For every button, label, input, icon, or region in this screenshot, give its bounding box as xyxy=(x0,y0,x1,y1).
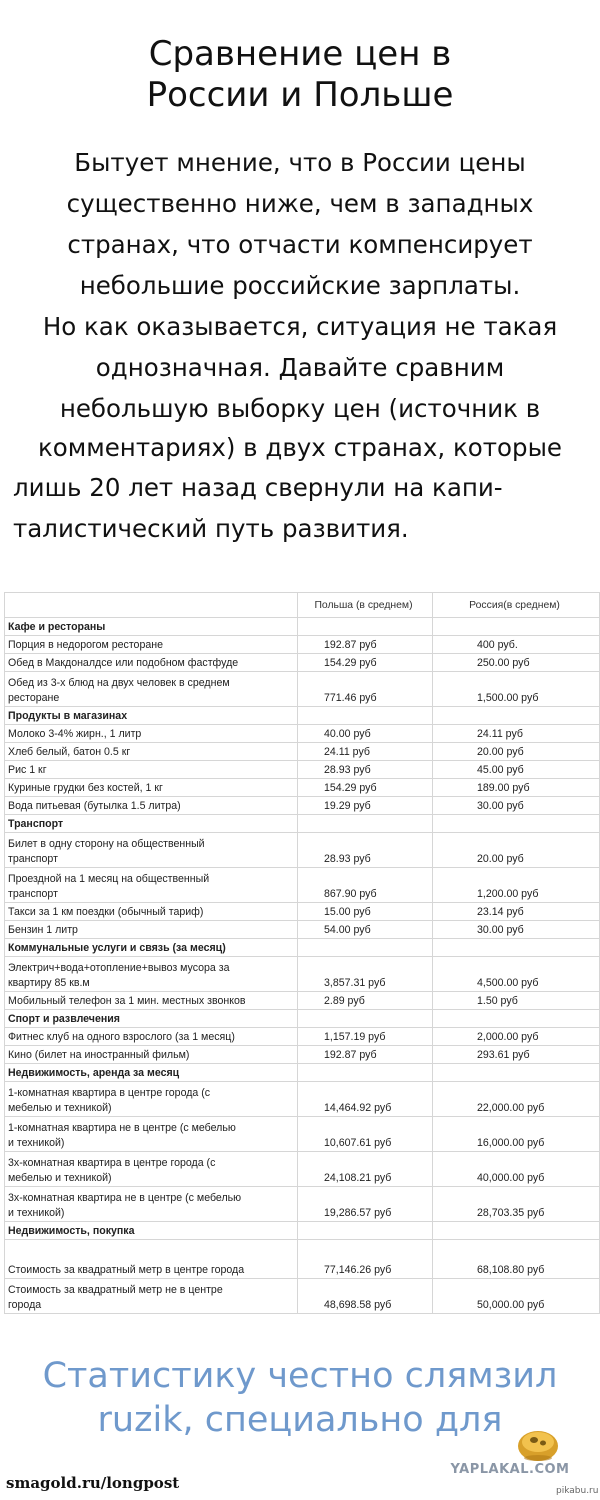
table-row xyxy=(5,833,600,868)
item-label: Электрич+вода+отопление+вывоз мусора за xyxy=(8,962,230,974)
table-header-row xyxy=(5,593,600,618)
table-row xyxy=(5,868,600,903)
table-row xyxy=(5,743,600,761)
item-label: Стоимость за квадратный метр в центре города xyxy=(8,1264,245,1276)
intro-line: странах, что отчасти компенсирует xyxy=(67,230,533,259)
item-label-continued: мебелью и техникой) xyxy=(8,1172,112,1184)
item-label: Обед из 3-х блюд на двух человек в среднем xyxy=(8,677,230,689)
item-label: Кафе и рестораны xyxy=(8,621,106,633)
item-label: Продукты в магазинах xyxy=(8,710,128,722)
item-label-cell xyxy=(5,992,298,1010)
item-label-cell xyxy=(5,903,298,921)
item-label-cell xyxy=(5,1117,298,1152)
russia-price-cell: 293.61 руб xyxy=(433,1046,600,1064)
table-row xyxy=(5,725,600,743)
item-label-continued: мебелью и техникой) xyxy=(8,1102,112,1114)
item-label-cell xyxy=(5,779,298,797)
credit-line-1: Статистику честно слямзил xyxy=(42,1356,558,1396)
russia-price-cell: 2,000.00 руб xyxy=(433,1028,600,1046)
russia-price-cell: 1.50 руб xyxy=(433,992,600,1010)
poland-price-cell xyxy=(298,1222,433,1240)
table-row xyxy=(5,636,600,654)
russia-price-cell: 20.00 руб xyxy=(433,833,600,868)
item-label-cell xyxy=(5,725,298,743)
item-label: Такси за 1 км поездки (обычный тариф) xyxy=(8,906,204,918)
item-label-cell xyxy=(5,833,298,868)
item-label-cell xyxy=(5,1279,298,1314)
item-label: Коммунальные услуги и связь (за месяц) xyxy=(8,942,226,954)
russia-price-cell: 30.00 руб xyxy=(433,921,600,939)
russia-price-cell: 30.00 руб xyxy=(433,797,600,815)
item-label-continued: города xyxy=(8,1299,42,1311)
item-label-continued: транспорт xyxy=(8,888,58,900)
price-table xyxy=(4,592,600,1314)
poland-price-cell: 77,146.26 руб xyxy=(298,1240,433,1279)
item-label: 1-комнатная квартира в центре города (с xyxy=(8,1087,211,1099)
poland-price-cell: 48,698.58 руб xyxy=(298,1279,433,1314)
item-label: Фитнес клуб на одного взрослого (за 1 месяц) xyxy=(8,1031,235,1043)
table-row xyxy=(5,1152,600,1187)
table-row xyxy=(5,761,600,779)
item-label: Стоимость за квадратный метр не в центре xyxy=(8,1284,223,1296)
poland-price-cell xyxy=(298,815,433,833)
intro-line: Но как оказывается, ситуация не такая xyxy=(42,312,558,341)
intro-line: небольшие российские зарплаты. xyxy=(79,271,521,300)
item-label-cell xyxy=(5,1152,298,1187)
item-label-cell xyxy=(5,1028,298,1046)
poland-price-cell: 192.87 руб xyxy=(298,1046,433,1064)
item-label: Бензин 1 литр xyxy=(8,924,78,936)
header-cell-russia: Россия(в среднем) xyxy=(433,593,600,618)
intro-line: Бытует мнение, что в России цены xyxy=(74,148,526,177)
item-label-cell xyxy=(5,957,298,992)
section-title-cell xyxy=(5,1222,298,1240)
page-title xyxy=(0,34,600,116)
section-title-cell xyxy=(5,1064,298,1082)
yaplakal-logo-text: YAPLAKAL.COM xyxy=(450,1462,570,1477)
item-label: Хлеб белый, батон 0.5 кг xyxy=(8,746,131,758)
russia-price-cell: 40,000.00 руб xyxy=(433,1152,600,1187)
poland-price-cell: 192.87 руб xyxy=(298,636,433,654)
russia-price-cell: 23.14 руб xyxy=(433,903,600,921)
poland-price-cell xyxy=(298,939,433,957)
russia-price-cell: 50,000.00 руб xyxy=(433,1279,600,1314)
poland-price-cell: 54.00 руб xyxy=(298,921,433,939)
intro-line: однозначная. Давайте сравним xyxy=(95,353,505,382)
title-line-1: Сравнение цен в xyxy=(148,34,452,74)
item-label: Рис 1 кг xyxy=(8,764,47,776)
item-label: Куриные грудки без костей, 1 кг xyxy=(8,782,163,794)
item-label: Вода питьевая (бутылка 1.5 литра) xyxy=(8,800,181,812)
intro-line: талистический путь развития. xyxy=(13,514,409,543)
credit-line-2: ruzik, специально для xyxy=(97,1400,503,1440)
table-row xyxy=(5,921,600,939)
russia-price-cell: 68,108.80 руб xyxy=(433,1240,600,1279)
russia-price-cell xyxy=(433,815,600,833)
item-label: Недвижимость, аренда за месяц xyxy=(8,1067,180,1079)
item-label: Спорт и развлечения xyxy=(8,1013,120,1025)
poland-price-cell: 1,157.19 руб xyxy=(298,1028,433,1046)
pikabu-watermark: pikabu.ru xyxy=(556,1486,599,1496)
item-label: Недвижимость, покупка xyxy=(8,1225,135,1237)
item-label: Кино (билет на иностранный фильм) xyxy=(8,1049,190,1061)
item-label: 3х-комнатная квартира в центре города (с xyxy=(8,1157,216,1169)
item-label-continued: ресторане xyxy=(8,692,60,704)
poland-price-cell: 10,607.61 руб xyxy=(298,1117,433,1152)
item-label-continued: и техникой) xyxy=(8,1207,65,1219)
russia-price-cell xyxy=(433,707,600,725)
section-title-cell xyxy=(5,707,298,725)
table-section-row xyxy=(5,815,600,833)
poland-price-cell: 19,286.57 руб xyxy=(298,1187,433,1222)
table-section-row xyxy=(5,1222,600,1240)
russia-price-cell xyxy=(433,1222,600,1240)
table-row xyxy=(5,903,600,921)
table-row xyxy=(5,1117,600,1152)
source-link[interactable]: smagold.ru/longpost xyxy=(6,1474,180,1492)
poland-price-cell: 154.29 руб xyxy=(298,654,433,672)
russia-price-cell: 24.11 руб xyxy=(433,725,600,743)
poland-price-cell: 15.00 руб xyxy=(298,903,433,921)
russia-price-cell: 22,000.00 руб xyxy=(433,1082,600,1117)
table-row xyxy=(5,1028,600,1046)
russia-price-cell xyxy=(433,1010,600,1028)
table-row xyxy=(5,1046,600,1064)
table-row xyxy=(5,1240,600,1279)
section-title-cell xyxy=(5,815,298,833)
item-label-continued: и техникой) xyxy=(8,1137,65,1149)
intro-line: небольшую выборку цен (источник в xyxy=(59,394,541,423)
item-label-cell xyxy=(5,672,298,707)
table-section-row xyxy=(5,939,600,957)
section-title-cell xyxy=(5,1010,298,1028)
russia-price-cell xyxy=(433,1064,600,1082)
poland-price-cell xyxy=(298,1064,433,1082)
poland-price-cell: 3,857.31 руб xyxy=(298,957,433,992)
table-row xyxy=(5,797,600,815)
table-row xyxy=(5,1187,600,1222)
intro-line: комментариях) в двух странах, которые xyxy=(37,433,562,462)
item-label-cell xyxy=(5,1187,298,1222)
item-label: Проездной на 1 месяц на общественный xyxy=(8,873,210,885)
item-label-cell xyxy=(5,761,298,779)
russia-price-cell: 1,200.00 руб xyxy=(433,868,600,903)
poland-price-cell: 2.89 руб xyxy=(298,992,433,1010)
poland-price-cell xyxy=(298,707,433,725)
item-label: Обед в Макдоналдсе или подобном фастфуде xyxy=(8,657,239,669)
table-row xyxy=(5,654,600,672)
intro-line: лишь 20 лет назад свернули на капи- xyxy=(13,473,503,502)
item-label: 1-комнатная квартира не в центре (с мебелью xyxy=(8,1122,236,1134)
table-row xyxy=(5,1082,600,1117)
item-label: 3х-комнатная квартира не в центре (с мебелью xyxy=(8,1192,242,1204)
table-section-row xyxy=(5,1010,600,1028)
item-label-continued: транспорт xyxy=(8,853,58,865)
title-line-2: России и Польше xyxy=(146,75,454,115)
poland-price-cell: 28.93 руб xyxy=(298,833,433,868)
item-label: Билет в одну сторону на общественный xyxy=(8,838,205,850)
table-row xyxy=(5,957,600,992)
table-section-row xyxy=(5,618,600,636)
item-label: Мобильный телефон за 1 мин. местных звонков xyxy=(8,995,246,1007)
header-cell-label xyxy=(5,593,298,618)
table-row xyxy=(5,1279,600,1314)
poland-price-cell: 14,464.92 руб xyxy=(298,1082,433,1117)
russia-price-cell: 189.00 руб xyxy=(433,779,600,797)
russia-price-cell: 400 руб. xyxy=(433,636,600,654)
russia-price-cell: 4,500.00 руб xyxy=(433,957,600,992)
item-label: Транспорт xyxy=(8,818,64,830)
section-title-cell xyxy=(5,618,298,636)
credit-text xyxy=(0,1354,600,1442)
russia-price-cell xyxy=(433,939,600,957)
russia-price-cell xyxy=(433,618,600,636)
item-label-continued: квартиру 85 кв.м xyxy=(8,977,90,989)
section-title-cell xyxy=(5,939,298,957)
item-label: Порция в недорогом ресторане xyxy=(8,639,163,651)
item-label-cell xyxy=(5,1046,298,1064)
header-cell-poland: Польша (в среднем) xyxy=(298,593,433,618)
item-label-cell xyxy=(5,636,298,654)
item-label-cell xyxy=(5,743,298,761)
table-row xyxy=(5,779,600,797)
intro-line: существенно ниже, чем в западных xyxy=(66,189,534,218)
poland-price-cell: 867.90 руб xyxy=(298,868,433,903)
poland-price-cell xyxy=(298,1010,433,1028)
item-label-cell xyxy=(5,868,298,903)
item-label-cell xyxy=(5,1240,298,1279)
russia-price-cell: 1,500.00 руб xyxy=(433,672,600,707)
russia-price-cell: 28,703.35 руб xyxy=(433,1187,600,1222)
table-row xyxy=(5,672,600,707)
table-section-row xyxy=(5,707,600,725)
intro-paragraph xyxy=(0,142,600,549)
poland-price-cell xyxy=(298,618,433,636)
table-section-row xyxy=(5,1064,600,1082)
yaplakal-logo-icon xyxy=(516,1424,560,1464)
russia-price-cell: 250.00 руб xyxy=(433,654,600,672)
poland-price-cell: 24,108.21 руб xyxy=(298,1152,433,1187)
item-label-cell xyxy=(5,654,298,672)
russia-price-cell: 16,000.00 руб xyxy=(433,1117,600,1152)
poland-price-cell: 771.46 руб xyxy=(298,672,433,707)
item-label-cell xyxy=(5,797,298,815)
item-label-cell xyxy=(5,1082,298,1117)
poland-price-cell: 40.00 руб xyxy=(298,725,433,743)
poland-price-cell: 19.29 руб xyxy=(298,797,433,815)
price-comparison-table xyxy=(4,592,600,1345)
poland-price-cell: 28.93 руб xyxy=(298,761,433,779)
poland-price-cell: 154.29 руб xyxy=(298,779,433,797)
poland-price-cell: 24.11 руб xyxy=(298,743,433,761)
russia-price-cell: 45.00 руб xyxy=(433,761,600,779)
table-row xyxy=(5,992,600,1010)
russia-price-cell: 20.00 руб xyxy=(433,743,600,761)
item-label-cell xyxy=(5,921,298,939)
item-label: Молоко 3-4% жирн., 1 литр xyxy=(8,728,142,740)
